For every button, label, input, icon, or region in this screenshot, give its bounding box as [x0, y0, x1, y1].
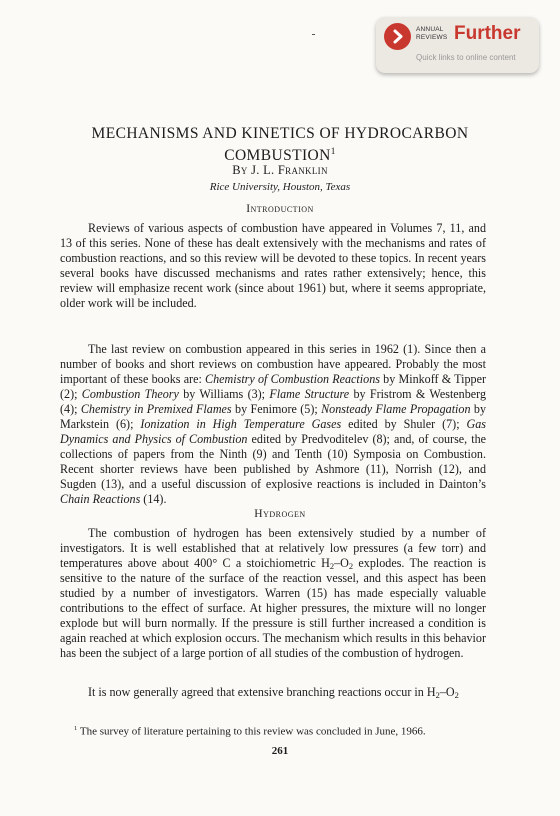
footnote-text: The survey of literature pertaining to this review was concluded in June, 1966. — [77, 725, 426, 738]
stray-mark — [312, 34, 315, 35]
paragraph-hydrogen-1 — [60, 526, 486, 661]
subscript: 2 — [348, 561, 354, 572]
badge-series-name — [416, 26, 456, 41]
book-title: Gas Dynamics and Physics of Combustion — [60, 417, 487, 447]
section-heading-hydrogen: Hydrogen — [254, 508, 306, 520]
paragraph-intro-1: Reviews of various aspects of combustion have appeared in Volumes 7, 11, and 13 of this series. None of these has dealt extensively with the mechanisms and rates of combustion reactions, and so this review will be devoted to these topics. In recent years several books have discussed mechanisms and rates rather extensively; hence, this review will emphasize recent work (since about 1961) but, where it seems appropriate, older work will be included. — [60, 221, 486, 311]
badge-series-line1: ANNUAL — [416, 26, 444, 33]
page-number: 261 — [271, 745, 289, 757]
title-line-1: MECHANISMS AND KINETICS OF HYDROCARBON — [91, 125, 469, 142]
badge-further-label: Further — [454, 23, 521, 44]
badge-series-line2: REVIEWS — [416, 33, 448, 41]
text-run: explodes. The reaction is sensitive to the nature of the surface of the reaction vessel, and this aspect has been studied by a number of investigators. Warren (15) has made especially valuable contributions to the effect of surface. At higher pressures, the mixture will no longer explode but will burn normally. If the pressure is still further increased a condition is again reached at which explosion occurs. The mechanism which results in this behavior has been the subject of a large portion of all studies of the combustion of hydrogen. — [60, 556, 486, 661]
badge-tagline: Quick links to online content — [416, 53, 516, 62]
footnote-mark: 1 — [74, 725, 78, 732]
text-run: (14). — [140, 492, 167, 507]
book-title: Nonsteady Flame Propagation — [321, 402, 471, 417]
text-run: edited by Shuler (7); — [341, 417, 467, 432]
text-run: –O — [439, 685, 455, 699]
book-title: Chemistry of Combustion Reactions — [205, 372, 380, 387]
title-line-2: COMBUSTION — [224, 147, 331, 165]
book-title: Flame Structure — [269, 387, 350, 402]
text-run: by Markstein (6); — [60, 402, 486, 432]
text-run: The last review on combustion appeared in this series in 1962 (1). Since then a number of books and short reviews on combustion have appeared. Probably the most important of these books are: — [60, 342, 486, 387]
book-title: Chemistry in Premixed Flames — [80, 402, 232, 417]
subscript: 2 — [435, 690, 440, 700]
annual-reviews-logo-icon — [384, 23, 411, 50]
paragraph-intro-2 — [60, 342, 486, 508]
text-run: by Fenimore (5); — [231, 402, 322, 417]
text-run: The combustion of hydrogen has been extensively studied by a number of investigators. It is well established that at relatively low pressures (a few torr) and temperatures above about 400° C a stoichiometric H — [60, 526, 486, 571]
book-title: Chain Reactions — [60, 492, 141, 507]
footnote — [60, 725, 486, 738]
text-run: by Fristrom & Westenberg (4); — [60, 387, 486, 417]
title-footnote-mark: 1 — [330, 147, 336, 157]
further-links-badge[interactable] — [376, 17, 539, 73]
section-heading-introduction: Introduction — [246, 203, 314, 215]
author-affiliation: Rice University, Houston, Texas — [209, 181, 351, 193]
text-run: –O — [334, 556, 349, 571]
subscript: 2 — [329, 561, 335, 572]
text-run: by Williams (3); — [178, 387, 270, 402]
book-title: Combustion Theory — [81, 387, 179, 402]
text-run: edited by Predvoditelev (8); and, of course, the collections of papers from the Ninth (9) and Tenth (10) Symposia on Combustion. Recent shorter reviews have been published by Ashmore (11), Norrish (12), and Sugden (13), and a useful discussion of explosive reactions is included in Dainton’s — [60, 432, 486, 492]
paragraph-hydrogen-2 — [60, 685, 486, 700]
subscript: 2 — [454, 690, 459, 700]
author-byline: By J. L. Franklin — [232, 163, 328, 177]
text-run: by Minkoff & Tipper (2); — [60, 372, 486, 402]
book-title: Ionization in High Temperature Gases — [140, 417, 342, 432]
text-run: It is now generally agreed that extensive branching reactions occur in H — [88, 685, 436, 699]
article-title — [40, 124, 520, 165]
